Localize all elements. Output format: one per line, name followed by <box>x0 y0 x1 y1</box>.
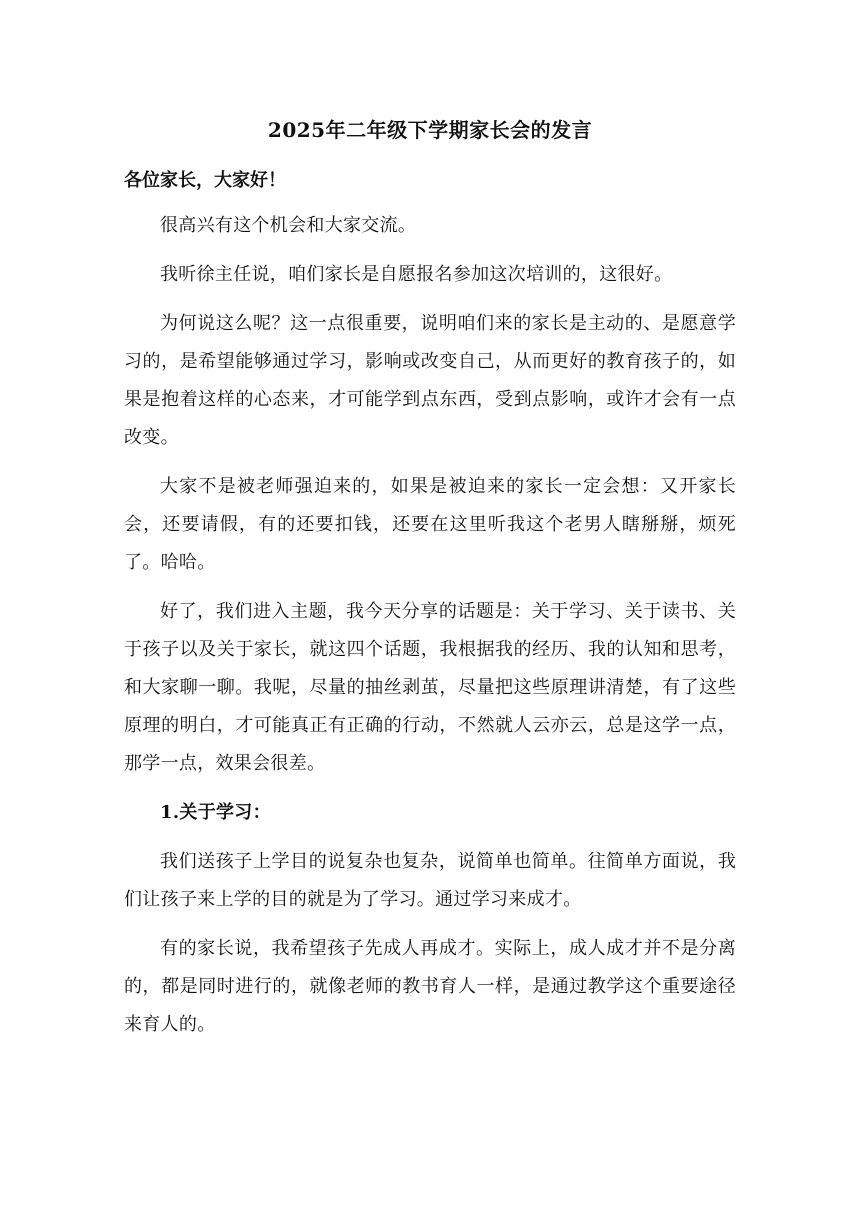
paragraph-6: 我们送孩子上学目的说复杂也复杂，说简单也简单。往简单方面说，我们让孩子来上学的目的就是为了学习。通过学习来成才。 <box>124 851 736 910</box>
section-heading-learning: 1.关于学习： <box>160 802 271 823</box>
paragraph-3: 为何说这么呢？这一点很重要，说明咱们来的家长是主动的、是愿意学习的，是希望能够通过学习，影响或改变自己，从而更好的教育孩子的，如果是抱着这样的心态来，才可能学到点东西，受到点影响，或许才会有一点改变。 <box>124 313 736 448</box>
paragraph-1: 很高兴有这个机会和大家交流。 <box>160 215 417 236</box>
paragraph-2: 我听徐主任说，咱们家长是自愿报名参加这次培训的，这很好。 <box>160 264 673 285</box>
paragraph-5: 好了，我们进入主题，我今天分享的话题是：关于学习、关于读书、关于孩子以及关于家长，就这四个话题，我根据我的经历、我的认知和思考，和大家聊一聊。我呢，尽量的抽丝剥茧，尽量把这些原理讲清楚，有了这些原理的明白，才可能真正有正确的行动，不然就人云亦云，总是这学一点，那学一点，效果会很差。 <box>124 601 736 774</box>
paragraph-4: 大家不是被老师强迫来的，如果是被迫来的家长一定会想：又开家长会，还要请假，有的还要扣钱，还要在这里听我这个老男人瞎掰掰，烦死了。哈哈。 <box>124 476 736 573</box>
paragraph-7: 有的家长说，我希望孩子先成人再成才。实际上，成人成才并不是分离的，都是同时进行的，就像老师的教书育人一样，是通过教学这个重要途径来育人的。 <box>124 938 736 1035</box>
salutation: 各位家长，大家好！ <box>124 170 286 191</box>
document-title: 2025年二年级下学期家长会的发言 <box>267 118 593 142</box>
